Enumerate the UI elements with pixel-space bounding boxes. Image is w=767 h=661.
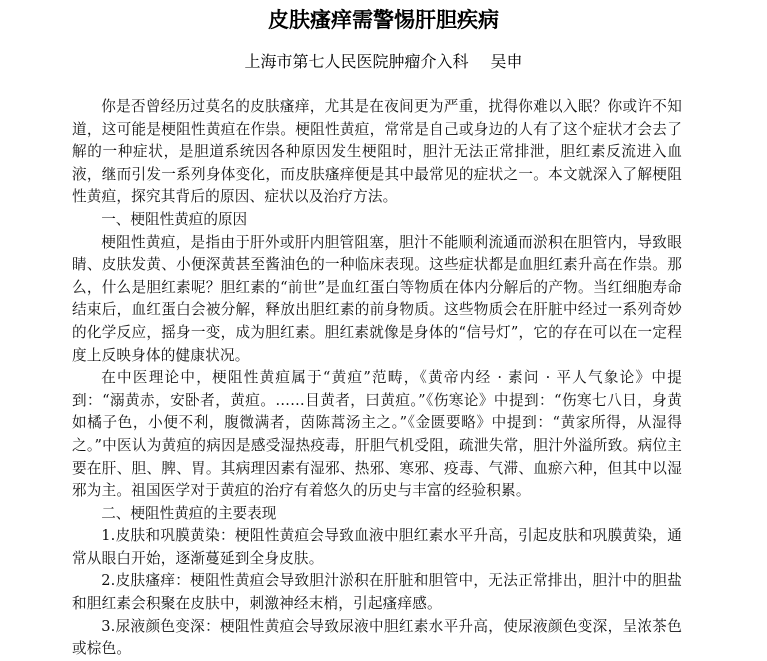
symptom-item-jaundice: 1.皮肤和巩膜黄染：梗阻性黄疸会导致血液中胆红素水平升高，引起皮肤和巩膜黄染，通常从眼白开始，逐渐蔓延到全身皮肤。 bbox=[72, 527, 682, 567]
author-line bbox=[0, 50, 767, 74]
intro-paragraph: 你是否曾经历过莫名的皮肤瘙痒，尤其是在夜间更为严重，扰得你难以入眠？你或许不知道，这可能是梗阻性黄疸在作祟。梗阻性黄疸，常常是自己或身边的人有了这个症状才会去了解的一种症状，是胆道系统因各种原因发生梗阻时，胆汁无法正常排泄，胆红素反流进入血液，继而引发一系列身体变化，而皮肤瘙痒便是其中最常见的症状之一。本文就深入了解梗阻性黄疸，探究其背后的原因、症状以及治疗方法。 bbox=[72, 98, 682, 206]
article-body bbox=[72, 96, 682, 661]
symptom-item-urine: 3.尿液颜色变深：梗阻性黄疸会导致尿液中胆红素水平升高，使尿液颜色变深，呈浓茶色或棕色。 bbox=[72, 617, 682, 658]
document-title: 皮肤瘙痒需警惕肝胆疾病 bbox=[268, 8, 499, 32]
symptom-item-itching: 2.皮肤瘙痒：梗阻性黄疸会导致胆汁淤积在肝脏和胆管中，无法正常排出，胆汁中的胆盐和胆红素会积聚在皮肤中，刺激神经末梢，引起瘙痒感。 bbox=[72, 572, 682, 613]
author-name: 吴申 bbox=[490, 52, 523, 71]
author-affiliation: 上海市第七人民医院肿瘤介入科 bbox=[244, 52, 469, 71]
tcm-paragraph: 在中医理论中，梗阻性黄疸属于“黄疸”范畴，《黄帝内经 · 素问 · 平人气象论》中提到：“溺黄赤，安卧者，黄疸。……目黄者，曰黄疸。”《伤寒论》中提到：“伤寒七八日，身黄如橘子色，小便不利，腹微满者，茵陈蒿汤主之。”《金匮要略》中提到：“黄家所得，从湿得之。”中医认为黄疸的病因是感受湿热疫毒，肝胆气机受阻，疏泄失常，胆汁外溢所致。病位主要在肝、胆、脾、胃。其病理因素有湿邪、热邪、寒邪、疫毒、气滞、血瘀六种，但其中以湿邪为主。祖国医学对于黄疸的治疗有着悠久的历史与丰富的经验积累。 bbox=[72, 369, 682, 500]
section-heading-symptoms: 二、梗阻性黄疸的主要表现 bbox=[101, 504, 277, 522]
causes-paragraph: 梗阻性黄疸，是指由于肝外或肝内胆管阻塞，胆汁不能顺利流通而淤积在胆管内，导致眼睛、皮肤发黄、小便深黄甚至酱油色的一种临床表现。这些症状都是血胆红素升高在作祟。那么，什么是胆红素呢？胆红素的“前世”是血红蛋白等物质在体内分解后的产物。当红细胞寿命结束后，血红蛋白会被分解，释放出胆红素的前身物质。这些物质会在肝脏中经过一系列奇妙的化学反应，摇身一变，成为胆红素。胆红素就像是身体的“信号灯”，它的存在可以在一定程度上反映身体的健康状况。 bbox=[72, 233, 682, 364]
section-heading-causes: 一、梗阻性黄疸的原因 bbox=[101, 210, 248, 228]
